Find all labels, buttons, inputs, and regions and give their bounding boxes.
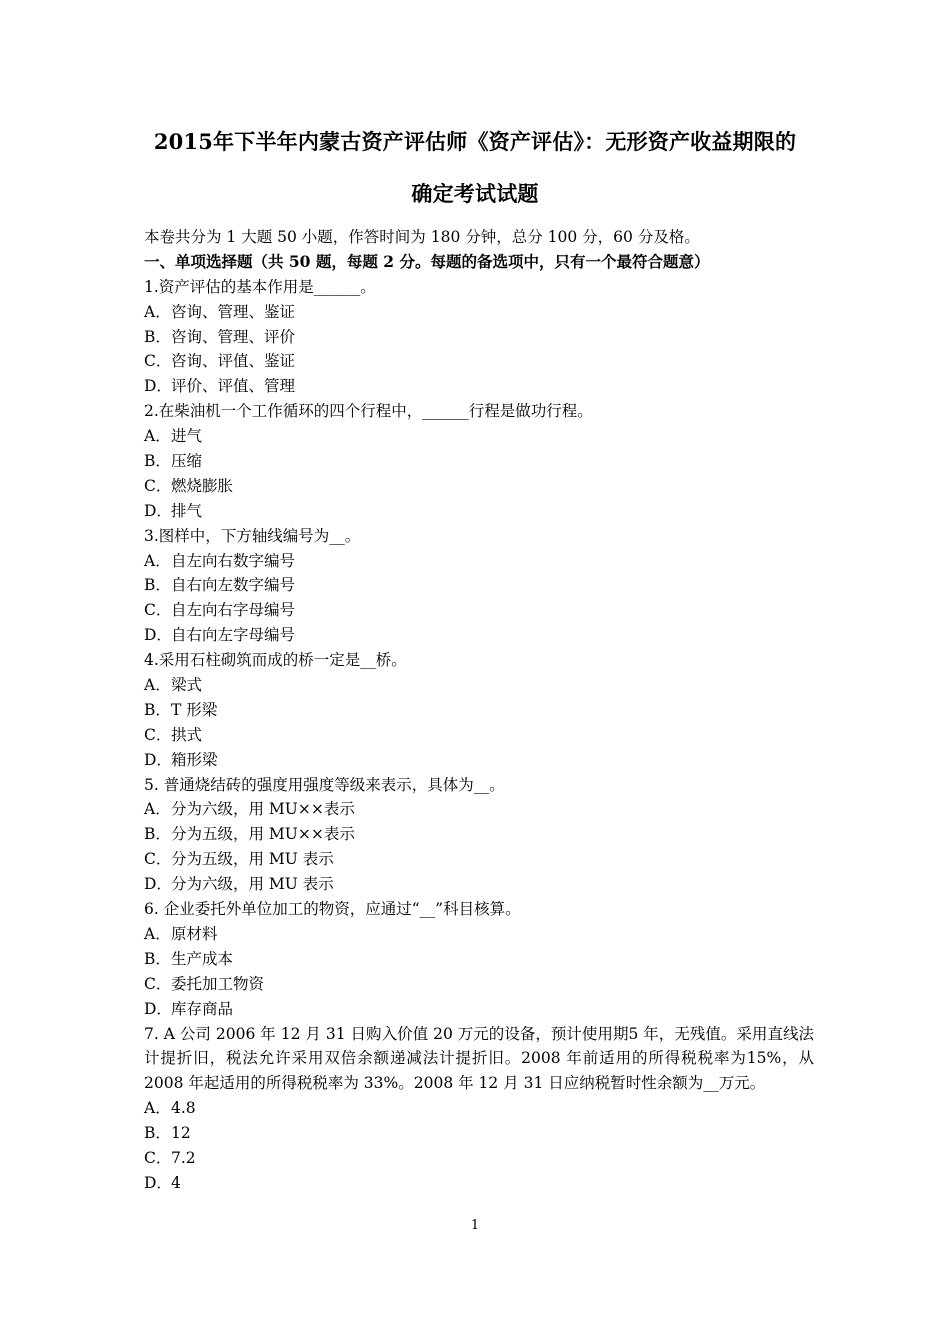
option-label: B． — [144, 452, 171, 471]
option-a — [144, 673, 814, 698]
option-c — [144, 349, 814, 374]
option-text: 分为五级，用 MU 表示 — [171, 850, 334, 869]
exam-intro: 本卷共分为 1 大题 50 小题，作答时间为 180 分钟，总分 100 分，60 分及格。 — [144, 228, 700, 246]
option-text: 排气 — [171, 501, 203, 520]
option-d — [144, 997, 814, 1022]
option-text: 拱式 — [171, 725, 203, 744]
option-text: 燃烧膨胀 — [171, 476, 234, 495]
question-5 — [144, 773, 814, 897]
option-label: C． — [144, 352, 172, 371]
question-stem: 5. 普通烧结砖的强度用强度等级来表示，具体为__。 — [144, 775, 505, 794]
option-label: B． — [144, 327, 171, 346]
option-b — [144, 947, 814, 972]
question-stem: 3.图样中，下方轴线编号为__。 — [144, 526, 361, 545]
option-label: D． — [144, 875, 172, 894]
option-a — [144, 1096, 814, 1121]
document-title-line-2: 确定考试试题 — [411, 181, 539, 206]
option-a — [144, 300, 814, 325]
option-label: C． — [144, 476, 172, 495]
option-label: B． — [144, 1124, 171, 1143]
option-d — [144, 374, 814, 399]
option-text: 库存商品 — [171, 999, 234, 1018]
option-text: 分为五级，用 MU××表示 — [171, 825, 355, 844]
question-stem: 1.资产评估的基本作用是______。 — [144, 277, 376, 296]
option-c — [144, 1146, 814, 1171]
option-label: D． — [144, 750, 172, 769]
option-b — [144, 698, 814, 723]
option-text: 咨询、管理、鉴证 — [171, 302, 296, 321]
option-text: 梁式 — [171, 676, 203, 695]
option-label: D． — [144, 1173, 172, 1192]
option-text: 分为六级，用 MU 表示 — [171, 875, 334, 894]
option-label: D． — [144, 377, 172, 396]
question-stem: 6. 企业委托外单位加工的物资，应通过“__”科目核算。 — [144, 900, 521, 919]
option-a — [144, 797, 814, 822]
option-text: 分为六级，用 MU××表示 — [171, 800, 355, 819]
option-text: 12 — [171, 1124, 191, 1143]
option-label: A． — [144, 800, 171, 819]
option-text: 压缩 — [171, 452, 203, 471]
option-a — [144, 922, 814, 947]
option-label: B． — [144, 576, 171, 595]
option-text: 生产成本 — [171, 949, 234, 968]
option-text: 咨询、管理、评价 — [171, 327, 296, 346]
option-label: A． — [144, 924, 171, 943]
question-6 — [144, 897, 814, 1021]
option-label: C． — [144, 974, 172, 993]
option-label: C． — [144, 725, 172, 744]
question-3 — [144, 524, 814, 648]
option-label: B． — [144, 825, 171, 844]
option-text: 箱形梁 — [171, 750, 218, 769]
option-b — [144, 325, 814, 350]
option-label: A． — [144, 302, 171, 321]
option-label: D． — [144, 501, 172, 520]
option-a — [144, 424, 814, 449]
option-text: 自左向右数字编号 — [171, 551, 296, 570]
question-1 — [144, 275, 814, 399]
question-stem: 4.采用石柱砌筑而成的桥一定是__桥。 — [144, 651, 407, 670]
option-c — [144, 723, 814, 748]
option-label: D． — [144, 999, 172, 1018]
option-a — [144, 549, 814, 574]
option-b — [144, 573, 814, 598]
option-text: 咨询、评值、鉴证 — [171, 352, 296, 371]
option-label: A． — [144, 1099, 171, 1118]
option-b — [144, 822, 814, 847]
option-d — [144, 499, 814, 524]
section-heading: 一、单项选择题（共 50 题，每题 2 分。每题的备选项中，只有一个最符合题意） — [144, 251, 710, 271]
option-label: D． — [144, 626, 172, 645]
document-body — [144, 225, 814, 1196]
option-b — [144, 1121, 814, 1146]
option-b — [144, 449, 814, 474]
option-text: 7.2 — [171, 1149, 196, 1167]
question-2 — [144, 399, 814, 523]
option-label: C． — [144, 1149, 172, 1167]
question-4 — [144, 648, 814, 772]
option-label: C． — [144, 601, 172, 620]
option-d — [144, 623, 814, 648]
option-d — [144, 748, 814, 773]
question-stem: 2.在柴油机一个工作循环的四个行程中，______行程是做功行程。 — [144, 402, 593, 421]
option-d — [144, 872, 814, 897]
option-label: B． — [144, 949, 171, 968]
option-c — [144, 972, 814, 997]
option-text: T 形梁 — [171, 700, 218, 719]
option-text: 自左向右字母编号 — [171, 601, 296, 620]
option-text: 评价、评值、管理 — [171, 377, 296, 396]
option-text: 进气 — [171, 427, 203, 446]
option-text: 自右向左字母编号 — [171, 626, 296, 645]
option-label: A． — [144, 427, 171, 446]
option-text: 委托加工物资 — [171, 974, 265, 993]
option-c — [144, 474, 814, 499]
page-number: 1 — [470, 1218, 480, 1233]
option-text: 4 — [171, 1173, 181, 1192]
option-d — [144, 1171, 814, 1196]
question-7 — [144, 1022, 814, 1196]
question-stem: 7. A 公司 2006 年 12 月 31 日购入价值 20 万元的设备，预计使用期5 年，无残值。采用直线法计提折旧，税法允许采用双倍余额递减法计提折旧。2008 年前适用的所得税税率为15%，从 2008 年起适用的所得税税率为 33%。2008 年 12 月 31 日应纳税暂时性余额为__万元。 — [144, 1024, 814, 1093]
option-label: C． — [144, 850, 172, 869]
option-text: 自右向左数字编号 — [171, 576, 296, 595]
option-c — [144, 598, 814, 623]
option-text: 原材料 — [171, 924, 218, 943]
option-label: A． — [144, 676, 171, 695]
option-text: 4.8 — [171, 1099, 196, 1118]
option-label: A． — [144, 551, 171, 570]
option-label: B． — [144, 700, 171, 719]
document-title-line-1: 2015年下半年内蒙古资产评估师《资产评估》：无形资产收益期限的 — [153, 129, 797, 154]
option-c — [144, 847, 814, 872]
